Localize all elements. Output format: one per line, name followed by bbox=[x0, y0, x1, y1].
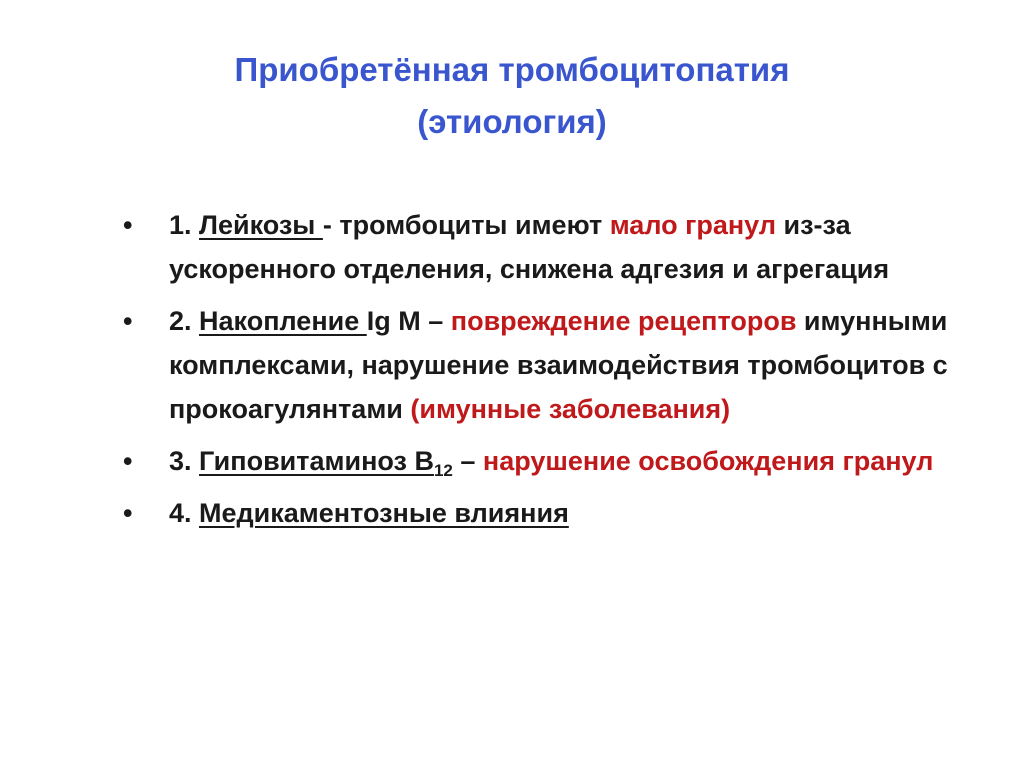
bullet-separator: – bbox=[452, 446, 483, 476]
bullet-dot: • bbox=[123, 498, 133, 528]
bullet-highlight: мало гранул bbox=[609, 210, 776, 240]
bullet-item-medication bbox=[123, 491, 973, 535]
bullet-item-igm bbox=[123, 299, 973, 431]
bullet-rest: имунными комплексами, нарушение взаимодействия тромбоцитов с прокоагулянтами bbox=[169, 306, 948, 424]
title-line-2: (этиология) bbox=[417, 103, 607, 140]
bullet-rest: из-за ускоренного отделения, снижена адгезия и агрегация bbox=[169, 210, 890, 284]
bullet-term: Накопление bbox=[199, 306, 367, 336]
bullet-term: Медикаментозные влияния bbox=[199, 498, 569, 528]
bullet-item-hypovitaminosis bbox=[123, 439, 973, 483]
bullet-term: Лейкозы bbox=[199, 210, 323, 240]
bullet-dot: • bbox=[123, 446, 133, 476]
title-line-1: Приобретённая тромбоцитопатия bbox=[234, 51, 790, 88]
bullet-number: 1. bbox=[169, 210, 200, 240]
bullet-number: 4. bbox=[169, 498, 200, 528]
slide-title bbox=[0, 44, 1024, 148]
bullet-dot: • bbox=[123, 210, 133, 240]
bullet-highlight: нарушение освобождения гранул bbox=[482, 446, 934, 476]
bullet-separator: Ig M – bbox=[366, 306, 451, 336]
bullet-number: 3. bbox=[169, 446, 200, 476]
bullet-list bbox=[123, 203, 973, 543]
bullet-term bbox=[199, 446, 453, 480]
bullet-separator: - тромбоциты имеют bbox=[322, 210, 610, 240]
bullet-dot: • bbox=[123, 306, 133, 336]
bullet-highlight-2: (имунные заболевания) bbox=[410, 394, 731, 424]
bullet-term-subscript: 12 bbox=[433, 461, 453, 480]
bullet-item-leukoses bbox=[123, 203, 973, 291]
bullet-term-text: Гиповитаминоз В bbox=[199, 446, 434, 476]
bullet-number: 2. bbox=[169, 306, 200, 336]
bullet-highlight: повреждение рецепторов bbox=[450, 306, 797, 336]
